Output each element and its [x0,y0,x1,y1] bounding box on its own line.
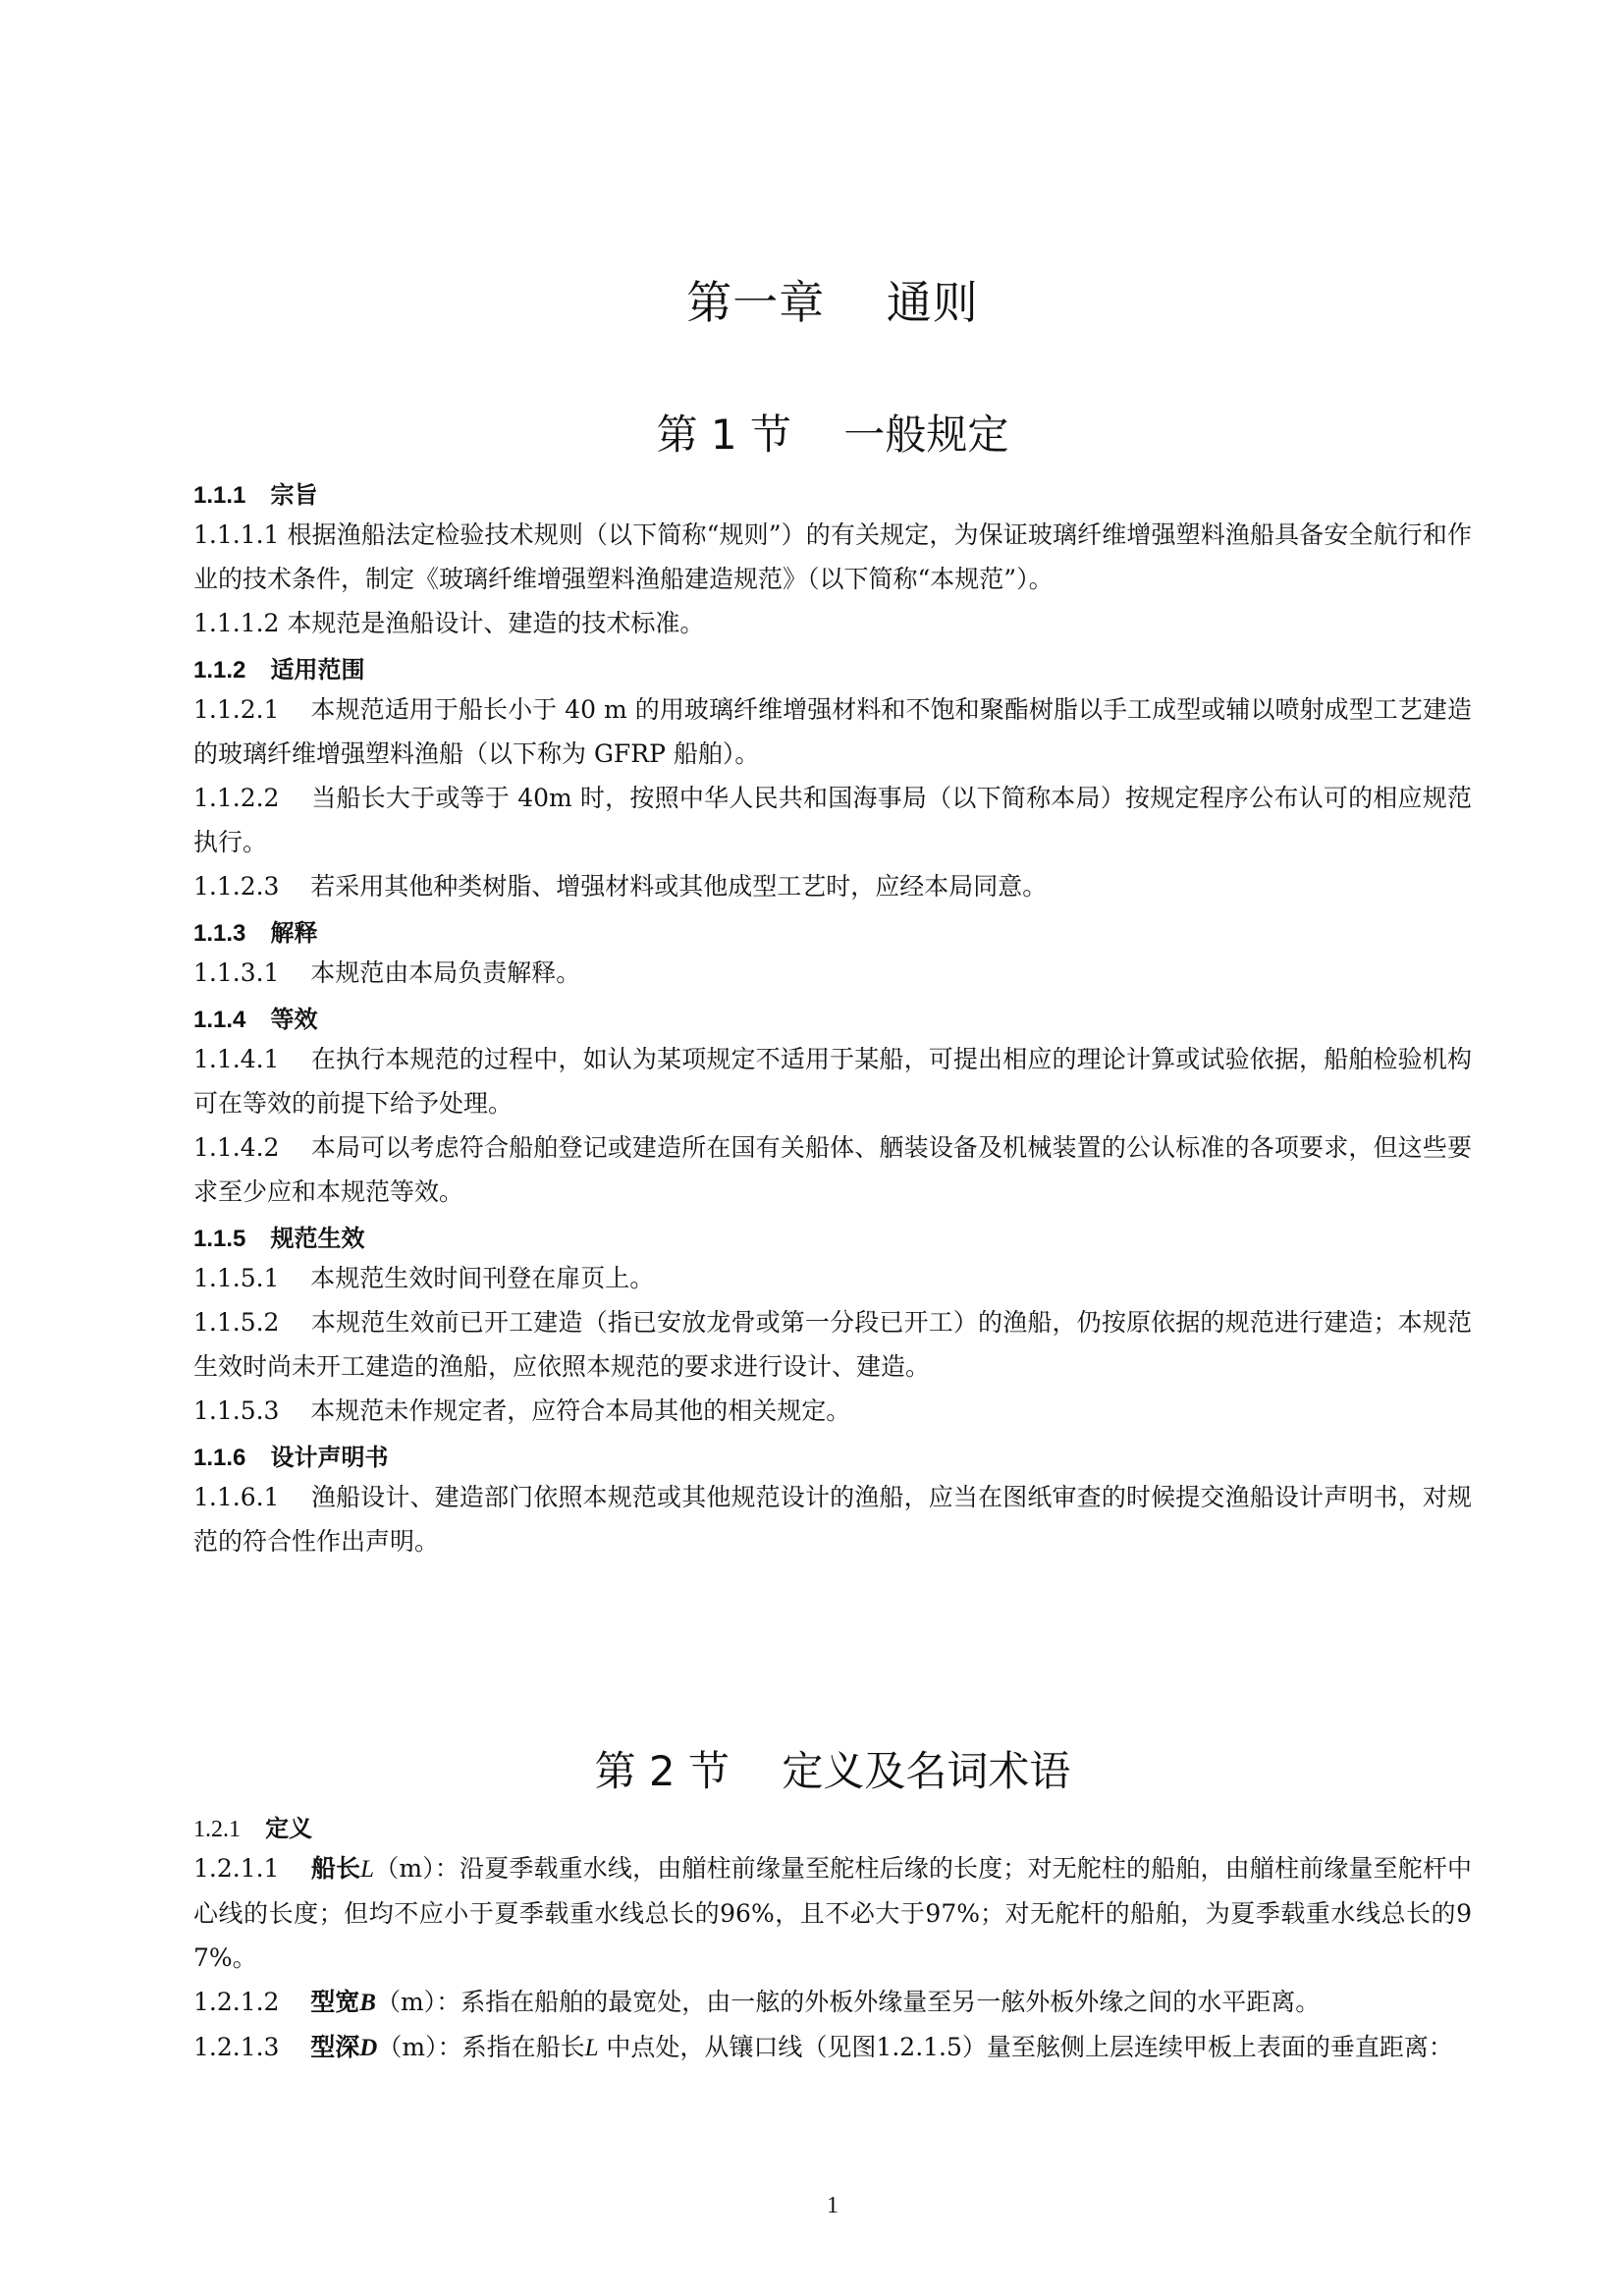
paragraph-text: 根据渔船法定检验技术规则（以下简称“规则”）的有关规定，为保证玻璃纤维增强塑料渔船具备安全航行和作业的技术条件，制定《玻璃纤维增强塑料渔船建造规范》（以下简称“本规范”）。 [193,520,1472,593]
term-text: 型深 [310,2033,360,2061]
paragraph-text: 若采用其他种类树脂、增强材料或其他成型工艺时，应经本局同意。 [310,872,1048,901]
paragraph-1-1-3-1 [193,951,1472,995]
paragraph-number: 1.1.4.1 [193,1045,311,1073]
paragraph-text: 本规范是渔船设计、建造的技术标准。 [287,609,705,637]
subsection-number: 1.1.4 [193,1007,246,1033]
subsection-name: 规范生效 [270,1225,365,1252]
paragraph-1-1-4-2 [193,1125,1472,1214]
subsection-heading-1-1-6 [193,1440,1472,1475]
paragraph-number: 1.1.4.2 [193,1133,311,1162]
section-2-title: 第 2 节 定义及名词术语 [594,1747,1071,1795]
subsection-name: 适用范围 [270,656,365,683]
paragraph-1-1-1-1 [193,513,1472,601]
paragraph-text: 当船长大于或等于 40m 时，按照中华人民共和国海事局（以下简称本局）按规定程序公布认可的相应规范执行。 [193,784,1472,856]
subsection-number: 1.1.6 [193,1445,246,1471]
paragraph-number: 1.1.5.2 [193,1308,311,1337]
paragraph-text: 本规范生效时间刊登在扉页上。 [310,1264,655,1292]
term-ship-length: 船长 [310,1854,361,1883]
page-number: 1 [827,2193,839,2218]
paragraph-number: 1.2.1.2 [193,1988,311,2016]
paragraph-1-1-5-1 [193,1256,1472,1300]
paragraph-number: 1.1.2.1 [193,695,311,724]
section-1-title: 第 1 节 一般规定 [656,410,1009,459]
symbol-d: D [359,2035,378,2061]
subsection-name: 定义 [265,1815,313,1842]
paragraph-text: 在执行本规范的过程中，如认为某项规定不适用于某船，可提出相应的理论计算或试验依据，船舶检验机构可在等效的前提下给予处理。 [193,1045,1472,1118]
subsection-name: 等效 [270,1006,318,1033]
subsection-heading-1-1-1 [193,477,1472,513]
paragraph-1-2-1-3 [193,2025,1472,2070]
unit: （m） [374,1854,435,1883]
paragraph-1-2-1-1 [193,1846,1472,1980]
chapter-title: 第一章 通则 [686,276,979,329]
symbol-b: B [359,1990,376,2016]
paragraph-number: 1.1.3.1 [193,958,311,987]
subsection-name: 设计声明书 [270,1444,389,1471]
subsection-name: 解释 [270,919,318,947]
subsection-name: 宗旨 [270,481,318,509]
paragraph-text: 渔船设计、建造部门依照本规范或其他规范设计的渔船，应当在图纸审查的时候提交渔船设计声明书，对规范的符合性作出声明。 [193,1483,1472,1556]
subsection-number: 1.1.2 [193,657,246,683]
subsection-number: 1.1.5 [193,1226,246,1252]
subsection-heading-1-1-4 [193,1002,1472,1037]
document-page [193,0,1472,2296]
term-moulded-depth [310,2033,377,2061]
paragraph-number: 1.1.6.1 [193,1483,311,1511]
term-moulded-breadth [310,1988,376,2016]
section-2-body [193,1811,1472,2070]
paragraph-1-2-1-2 [193,1980,1472,2025]
paragraph-number: 1.1.5.1 [193,1264,311,1292]
paragraph-number: 1.1.1.2 [193,609,288,637]
subsection-number: 1.1.1 [193,482,246,509]
paragraph-1-1-4-1 [193,1037,1472,1125]
paragraph-text: 本规范适用于船长小于 40 m 的用玻璃纤维增强材料和不饱和聚酯树脂以手工成型或辅以喷射成型工艺建造的玻璃纤维增强塑料渔船（以下称为 GFRP 船舶）。 [193,695,1472,768]
paragraph-1-1-6-1 [193,1475,1472,1563]
paragraph-1-1-5-2 [193,1300,1472,1389]
paragraph-text: ：系指在船舶的最宽处，由一舷的外板外缘量至另一舷外板外缘之间的水平距离。 [436,1988,1321,2016]
paragraph-number: 1.1.2.2 [193,784,312,812]
paragraph-number: 1.1.1.1 [193,520,288,549]
subsection-heading-1-1-2 [193,652,1472,687]
paragraph-1-1-5-3 [193,1389,1472,1433]
unit: （m） [375,1988,437,2016]
subsection-number: 1.1.3 [193,920,246,947]
paragraph-number: 1.1.5.3 [193,1396,311,1425]
paragraph-text: 本规范由本局负责解释。 [310,958,581,987]
paragraph-1-1-1-2 [193,601,1472,645]
subsection-heading-1-2-1 [193,1811,1472,1846]
paragraph-number: 1.2.1.3 [193,2033,311,2061]
subsection-heading-1-1-5 [193,1221,1472,1256]
symbol-l: L [360,1856,375,1883]
paragraph-text: ：沿夏季载重水线，由艏柱前缘量至舵柱后缘的长度；对无舵柱的船舶，由艏柱前缘量至舵杆中心线的长度；但均不应小于夏季载重水线总长的96%，且不必大于97%；对无舵杆的船舶，为夏季载重水线总长的97%。 [193,1854,1472,1972]
paragraph-number: 1.1.2.3 [193,872,311,901]
paragraph-1-1-2-3 [193,864,1472,908]
term-text: 型宽 [310,1988,360,2016]
paragraph-1-1-2-1 [193,687,1472,776]
paragraph-text-a: ：系指在船长 [437,2033,585,2061]
section-1-body [193,477,1472,1563]
subsection-number: 1.2.1 [193,1817,241,1842]
paragraph-text: 本规范生效前已开工建造（指已安放龙骨或第一分段已开工）的渔船，仍按原依据的规范进行建造；本规范生效时尚未开工建造的渔船，应依照本规范的要求进行设计、建造。 [193,1308,1472,1381]
paragraph-text-b: 中点处，从镶口线（见图1.2.1.5）量至舷侧上层连续甲板上表面的垂直距离： [598,2033,1453,2061]
paragraph-text: 本局可以考虑符合船舶登记或建造所在国有关船体、舾装设备及机械装置的公认标准的各项要求，但这些要求至少应和本规范等效。 [193,1133,1472,1206]
unit: （m） [377,2033,438,2061]
subsection-heading-1-1-3 [193,915,1472,951]
symbol-l-ref: L [584,2035,599,2061]
paragraph-text: 本规范未作规定者，应符合本局其他的相关规定。 [310,1396,851,1425]
paragraph-1-1-2-2 [193,776,1472,864]
paragraph-number: 1.2.1.1 [193,1854,311,1883]
